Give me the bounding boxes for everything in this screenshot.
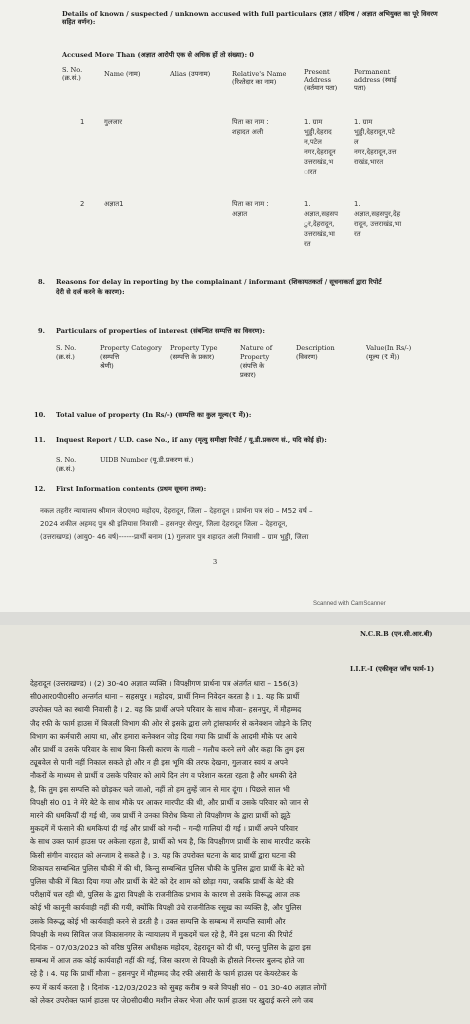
row1-sno: 1: [80, 118, 85, 126]
row1-present-1: 1. ग्राम: [304, 118, 323, 126]
fir-text-line: शिकायत सम्बन्धित पुलिस चौकी में की थी, किन्तु सम्बन्धित पुलिस चौकी के पुलिस द्वारा प्रार्थी के बेटे को: [30, 863, 305, 873]
s9-col-nature-4: प्रकार): [240, 371, 256, 379]
s9-col-category-1: Property Category: [100, 344, 162, 352]
section10-number: 10.: [34, 411, 46, 419]
section12-heading: First Information contents (प्रथम सूचना तथ्य):: [56, 485, 207, 493]
section11-number: 11.: [34, 436, 46, 444]
row1-present-5: उत्तराखंड,भ: [304, 158, 334, 166]
s9-col-category-2: (सम्पत्ति: [100, 353, 120, 361]
s11-col-uidb: UIDB Number (यू.डी.प्रकरण सं.): [100, 456, 194, 464]
s9-col-sno-1: S. No.: [56, 344, 77, 352]
row2-present-3: ुर,देहरादून,: [304, 220, 335, 228]
s9-col-desc-1: Description: [296, 344, 335, 352]
fir-text-line: पुलिस चौकी में बिठा दिया गया और प्रार्थी के बेटे को देर शाम को छोड़ा गया, जबकि प्रार्थी के बेटे की: [30, 877, 294, 886]
fir-line-3: (उत्तराखण्ड) (आयु0- 46 वर्ष)------प्रार्थी बनाम (1) गुलजार पुत्र शहादत अली निवासी – ग्राम भुड्डी, जिला: [40, 533, 309, 541]
scanner-watermark: Scanned with CamScanner: [313, 601, 386, 607]
row2-permanent-3: रादून, उत्तराखंड,भा: [354, 220, 402, 228]
row1-present-6: ारत: [304, 168, 317, 176]
fir-text-line: और प्रार्थी व उसके परिवार के साथ बिना किसी कारण के गाली – गलौच करने लगे और कहा कि तुम इस: [30, 745, 305, 754]
row1-present-4: नगर,देहरादून: [304, 148, 336, 156]
row1-name: गुलजार: [104, 118, 123, 126]
row1-present-3: न,पटेल: [304, 138, 322, 146]
section9-heading: Particulars of properties of interest (संबन्धित सम्पत्ति का विवरण):: [56, 327, 265, 335]
row2-present-2: अज्ञात,सहसप: [304, 210, 339, 218]
fir-text-line: उसके विरूद्ध कोई भी कार्यवाही करने से डरती है । उक्त सम्पत्ति के सम्बन्ध में सम्पत्ति स्वामी और: [30, 916, 286, 926]
fir-text-line: सम्बन्ध में आज तक कोई कार्यवाही नहीं की गई, जिस कारण से विपक्षी के हौसले निरन्तर बुलन्द होते जा: [30, 956, 305, 966]
row1-permanent-1: 1. ग्राम: [354, 118, 373, 126]
document-page-2: [0, 625, 470, 1024]
col-sno: S. No. (क्र.सं.): [62, 66, 83, 83]
section12-number: 12.: [34, 485, 46, 493]
section8-text-1: Reasons for delay in reporting by the complainant / informant (शिकायतकर्ता / सूचनाकर्ता द्वारा रिपोर्ट: [56, 278, 382, 286]
fir-text-line: परीक्षायें चल रही थी, पुलिस के द्वारा विपक्षी के राजनीतिक प्रभाव के कारण से उसके विरूद्ध आज तक: [30, 890, 300, 900]
row2-present-5: रत: [304, 240, 311, 248]
form-id: I.I.F.-I (एकीकृत जाँच फार्म-1): [350, 665, 435, 673]
s9-col-category-3: श्रेणी): [100, 362, 114, 370]
row1-permanent-5: राखंड,भारत: [354, 158, 384, 166]
section10-text: Total value of property (In Rs/-) (सम्पत्ति का कुल मूल्य(₹ में)):: [56, 411, 252, 419]
row2-present-1: 1.: [304, 200, 311, 208]
section9-number: 9.: [38, 327, 45, 335]
s11-col-sno-1: S. No.: [56, 456, 77, 464]
s9-col-nature-1: Nature of: [240, 344, 273, 352]
col-permanent-address: Permanent address (स्थाई पता): [354, 68, 397, 93]
fir-line-2: 2024 शकील अहमद पुत्र श्री इलियास निवासी – हसनपुर सेरपुर, जिला देहरादून जिला – देहरादून,: [40, 520, 288, 528]
row2-name: अज्ञात1: [104, 200, 124, 208]
s9-col-type-1: Property Type: [170, 344, 218, 352]
ncrb-header: N.C.R.B (एन.सी.आर.बी): [360, 630, 433, 638]
s9-col-nature-3: (संपत्ति के: [240, 362, 265, 370]
fir-text-line: कोई भी कानूनी कार्यवाही नहीं की गयी, क्योंकि विपक्षी उंचे राजनीतिक रसूख का व्यक्ति है, और पुलिस: [30, 903, 302, 913]
col-relative: Relative's Name (रिश्तेदार का नाम): [232, 70, 287, 87]
row1-permanent-3: ल: [354, 138, 359, 146]
row1-relative-2: शहादत अली: [232, 128, 264, 136]
fir-text-line: रूप में कार्य करता है । दिनांक -12/03/2023 को सुबह करीब 9 बजे विपक्षी सं0 – 01 30-40 अज्ञात लोगों: [30, 982, 327, 992]
page-number: 3: [213, 558, 218, 566]
row2-permanent-2: अज्ञात,सहसपुर,देह: [354, 210, 401, 218]
section8-text-2: देरी से दर्ज करने के कारण):: [56, 288, 125, 296]
row1-present-2: भुड्डी,देहराद: [304, 128, 332, 136]
fir-text-line: को लेकर उपरोक्त फार्म हाउस पर जे0सी0बी0 मशीन लेकर भेजा और फार्म हाउस पर खुदाई करने लगे जब: [30, 995, 314, 1005]
row2-permanent-4: रत: [354, 230, 361, 238]
accused-details-heading: Details of known / suspected / unknown accused with full particulars (ज्ञात / संदिग्ध / अज्ञात अभियुक्त का पूरे विवरण सहित वर्णन):: [62, 10, 438, 27]
fir-text-line: विभाग का कर्मचारी आया था, और हमारा कनेक्शन जोड़ दिया गया कि प्रार्थी के आदमी मौके पर आये: [30, 731, 297, 741]
fir-text-line: उपरोक्त पते का स्थायी निवासी है । 2. यह कि प्रार्थी अपने परिवार के साथ मौजा– हसनपुर, में मौहम्मद: [30, 705, 302, 715]
row1-permanent-2: भुड्डी,देहरादून,पटे: [354, 128, 395, 136]
s9-col-nature-2: Property: [240, 353, 270, 361]
fir-text-line: विपक्षी के मध्य सिविल जज विकासनगर के न्यायालय में मुकदमें चल रहे है, मैंने इस घटना की रिपोर्ट: [30, 929, 293, 939]
s9-col-desc-2: (विवरण): [296, 353, 318, 361]
fir-text-line: रहे है । 4. यह कि प्रार्थी मौजा – हसनपुर में मौहम्मद जैद रफी अंसारी के फार्म हाउस पर केयरटेकर के: [30, 969, 298, 979]
fir-text-line: विपक्षी सं0 01 ने मेरे बेटे के साथ मौके पर आकर मारपीट की थी, और प्रार्थी व उसके परिवार को जान से: [30, 797, 309, 807]
section8-number: 8.: [38, 278, 45, 286]
fir-text-line: जैद रफी के फार्म हाउस में बिजली विभाग की ओर से इसके द्वारा लगे ट्रांसफार्मर से कनेक्शन जोड़ने के लिए: [30, 718, 312, 728]
fir-text-line: के साथ उक्त फार्म हाउस पर अकेला रहता है, प्रार्थी को भय है, कि विपक्षीगण प्रार्थी के साथ मारपीट करके: [30, 837, 311, 847]
row2-sno: 2: [80, 200, 85, 208]
fir-text-line: मुकदमें में फंसाने की धमकियां दी गई और प्रार्थी को गन्दी – गन्दी गालियां दी गई । प्रार्थी अपने परिवार: [30, 824, 298, 834]
fir-text-line: दिनांक – 07/03/2023 को वरिष्ठ पुलिस अधीक्षक महोदय, देहरादून को दी थी, परन्तु पुलिस के द्वारा इस: [30, 943, 311, 952]
fir-text-line: देहरादून (उत्तराखण्ड) । (2) 30-40 अज्ञात व्यक्ति । विपक्षीगण प्रार्थना पत्र अंतर्गत धारा – 156(3): [30, 679, 299, 688]
fir-text-line: ट्यूबवेल से पानी नहीं निकाल सकते हो और न ही इस भूमि की तरफ देखना, गुलजार स्वयं व अपने: [30, 758, 288, 768]
fir-text-line: है, कि तुम इस सम्पत्ति को छोड़कर चले जाओ, नहीं तो हम तुम्हें जान से मार दूंगा । पिछले साल भी: [30, 784, 290, 794]
row2-relative-2: अज्ञात: [232, 210, 248, 218]
fir-text-line: किसी संगीन वारदात को अन्जाम दे सकते है । 3. यह कि उपरोक्त घटना के बाद प्रार्थी द्वारा घटना की: [30, 850, 296, 860]
row2-relative-1: पिता का नाम :: [232, 200, 269, 208]
fir-text-line: सी0आर0पी0सी0 अन्तर्गत थाना – सहसपुर । महोदय, प्रार्थी निम्न निवेदन करता है । 1. यह कि प्रार्थी: [30, 692, 300, 702]
section11-text: Inquest Report / U.D. case No., if any (मृत्यु समीक्षा रिपोर्ट / यू.डी.प्रकरण सं., यदि कोई हो):: [56, 436, 327, 444]
s11-col-sno-2: (क्र.सं.): [56, 465, 75, 473]
s9-col-value-2: (मूल्य (₹ में)): [366, 353, 400, 361]
row1-permanent-4: नगर,देहरादून,उत्त: [354, 148, 397, 156]
s9-col-value-1: Value(In Rs/-): [366, 344, 412, 352]
row2-present-4: उत्तराखंड,भा: [304, 230, 335, 238]
fir-text-line: मारने की धमकियाँ दी गई थी, जब प्रार्थी ने उनका विरोध किया तो विपक्षीगण के द्वारा प्रार्थी को झूठे: [30, 811, 291, 820]
col-name: Name (नाम): [104, 70, 141, 78]
row2-permanent-1: 1.: [354, 200, 361, 208]
col-present-address: Present Address (वर्तमान पता): [304, 68, 338, 93]
accused-more-than: Accused More Than (अज्ञात आरोपी एक से अधिक हों तो संख्या): 0: [62, 51, 254, 59]
fir-line-1: नकल तहरीर न्यायालय श्रीमान जे0एम0 महोदय, देहरादून, जिला – देहरादून । प्रार्थना पत्र सं0 – M52 वर्ष –: [40, 507, 313, 515]
fir-text-line: नौकरों के माध्यम से प्रार्थी व उसके परिवार को आये दिन तंग व परेशान करता रहता है और धमकी देते: [30, 771, 297, 781]
row1-relative-1: पिता का नाम :: [232, 118, 269, 126]
s9-col-type-2: (सम्पत्ति के प्रकार): [170, 353, 215, 361]
s9-col-sno-2: (क्र.सं.): [56, 353, 75, 361]
col-alias: Alias (उपनाम): [170, 70, 211, 78]
